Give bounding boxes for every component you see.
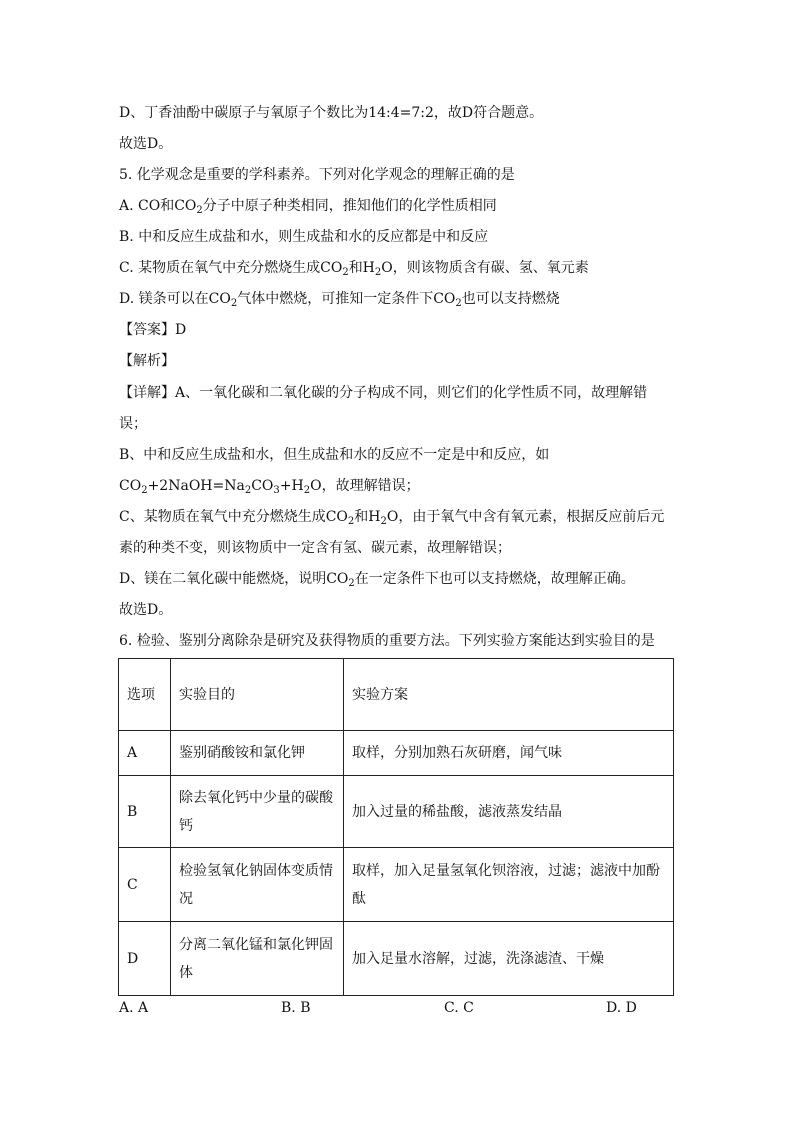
table-cell: 取样，加入足量氢氧化钡溶液，过滤；滤液中加酚酞 <box>344 848 674 922</box>
choice-b: B. B <box>281 1000 311 1016</box>
table-row <box>119 848 674 922</box>
table-cell: 检验氢氧化钠固体变质情况 <box>171 848 344 922</box>
text-line: D、丁香油酚中碳原子与氧原子个数比为14:4=7:2，故D符合题意。 <box>119 105 544 121</box>
text-line: 故选D。 <box>119 136 173 152</box>
table-row <box>119 731 674 776</box>
explanation-line: B、中和反应生成盐和水，但生成盐和水的反应不一定是中和反应，如 <box>119 447 550 463</box>
table-cell: C <box>119 848 171 922</box>
option-b: B. 中和反应生成盐和水，则生成盐和水的反应都是中和反应 <box>119 229 489 245</box>
table-cell: 除去氧化钙中少量的碳酸钙 <box>171 776 344 848</box>
text-line: 故选D。 <box>119 602 173 618</box>
choice-a: A. A <box>119 1000 149 1016</box>
table-cell: 鉴别硝酸铵和氯化钾 <box>171 731 344 776</box>
table-header-cell: 实验方案 <box>344 659 674 731</box>
option-d: D. 镁条可以在$CO_2$气体中燃烧，可推知一定条件下$CO_2$也可以支持燃烧 <box>119 291 560 309</box>
choice-c: C. C <box>444 1000 474 1016</box>
table-cell: 加入足量水溶解，过滤，洗涤滤渣、干燥 <box>344 922 674 996</box>
explanation-line: C、某物质在氧气中充分燃烧生成$CO_2$和$H_2O$，由于氧气中含有氧元素，根据反应前后元 <box>119 509 665 527</box>
explanation-line: 误； <box>119 416 147 432</box>
table-cell: 分离二氧化锰和氯化钾固体 <box>171 922 344 996</box>
table-header-cell: 选项 <box>119 659 171 731</box>
table-row <box>119 922 674 996</box>
analysis-heading: 【解析】 <box>119 353 175 369</box>
experiment-table <box>118 658 674 996</box>
choice-d: D. D <box>606 1000 637 1016</box>
answer: 【答案】D <box>119 322 187 338</box>
table-row <box>119 776 674 848</box>
table-cell: B <box>119 776 171 848</box>
answer-options <box>119 1000 639 1020</box>
option-a: A. CO和$CO_2$分子中原子种类相同，推知他们的化学性质相同 <box>119 198 497 216</box>
table-cell: 加入过量的稀盐酸，滤液蒸发结晶 <box>344 776 674 848</box>
question-6-stem: 6. 检验、鉴别分离除杂是研究及获得物质的重要方法。下列实验方案能达到实验目的是 <box>119 633 655 649</box>
explanation-line: D、镁在二氧化碳中能燃烧，说明$CO_2$在一定条件下也可以支持燃烧，故理解正确。 <box>119 571 635 589</box>
table-header-row <box>119 659 674 731</box>
table-cell: A <box>119 731 171 776</box>
option-c: C. 某物质在氧气中充分燃烧生成$CO_2$和$H_2O$，则该物质含有碳、氢、氧元素 <box>119 260 589 278</box>
question-5-stem: 5. 化学观念是重要的学科素养。下列对化学观念的理解正确的是 <box>119 167 515 183</box>
table-cell: D <box>119 922 171 996</box>
explanation-line: 【详解】A、一氧化碳和二氧化碳的分子构成不同，则它们的化学性质不同，故理解错 <box>119 385 648 401</box>
explanation-line: 素的种类不变，则该物质中一定含有氢、碳元素，故理解错误； <box>119 540 511 556</box>
table-cell: 取样，分别加熟石灰研磨，闻气味 <box>344 731 674 776</box>
table-header-cell: 实验目的 <box>171 659 344 731</box>
equation-line: $CO_2+2NaOH=Na_2CO_3+H_2O$，故理解错误； <box>119 478 420 496</box>
